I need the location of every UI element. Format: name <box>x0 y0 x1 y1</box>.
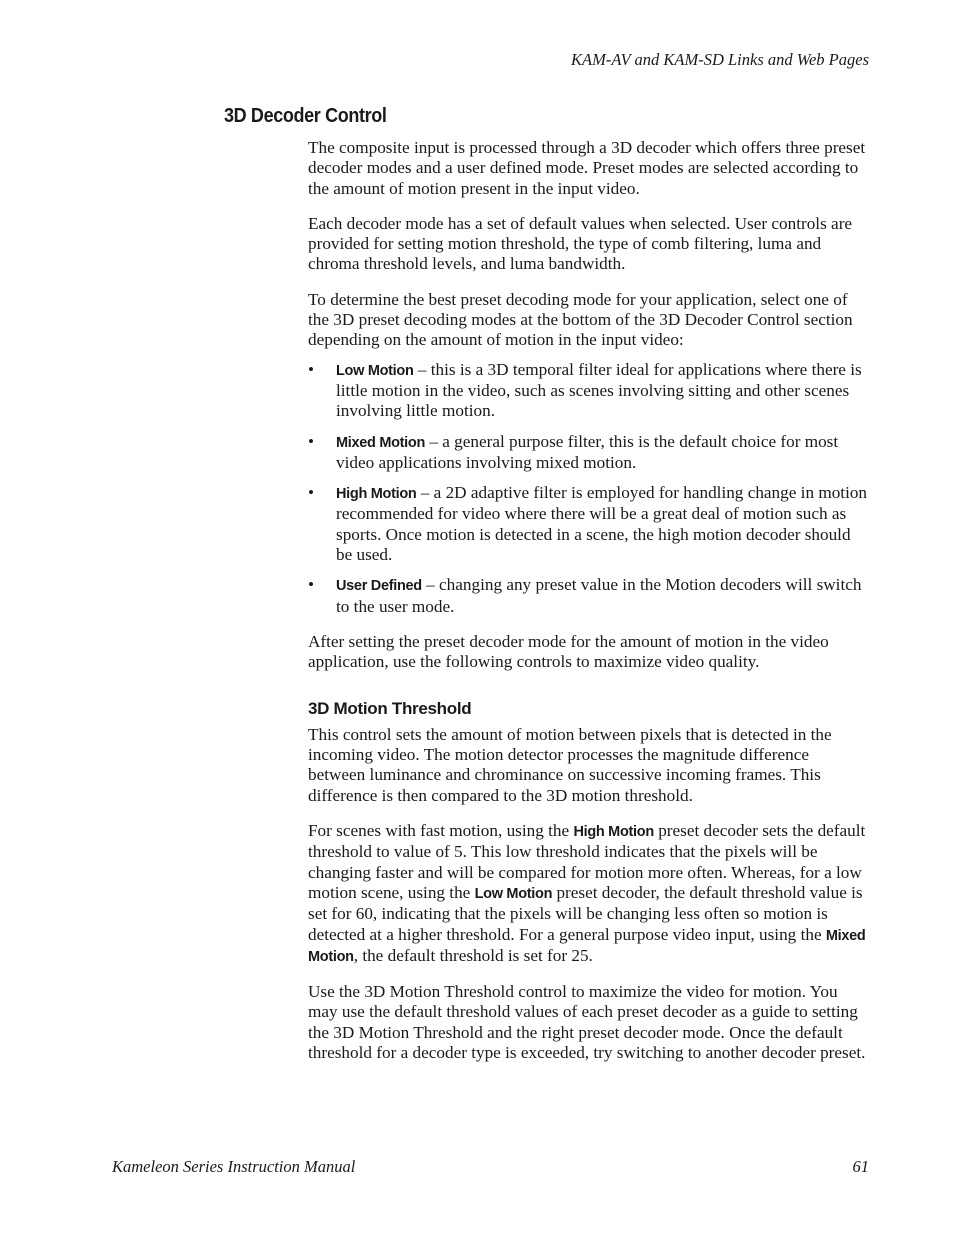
section-title: 3D Decoder Control <box>224 105 387 127</box>
mode-label: User Defined <box>336 578 422 595</box>
mode-label: High Motion <box>336 486 417 503</box>
bullet-icon: • <box>308 483 315 503</box>
selection-paragraph: To determine the best preset decoding mode for your application, select one of the 3D preset decoding modes at the bottom of the 3D Decoder Control section depending on the amount of motion in the input video: <box>308 289 853 350</box>
text-run: For scenes with fast motion, using the <box>308 821 574 841</box>
bullet-icon: • <box>308 575 315 595</box>
high-motion-term: High Motion <box>573 824 654 841</box>
list-item-mixed-motion <box>308 432 870 474</box>
running-header: KAM-AV and KAM-SD Links and Web Pages <box>571 50 869 69</box>
decoder-mode-list <box>308 360 870 617</box>
list-item-high-motion <box>308 483 870 565</box>
list-item-low-motion <box>308 360 870 422</box>
intro-paragraph: The composite input is processed through a 3D decoder which offers three preset decoder modes and a user defined mode. Preset modes are selected according to the amount of motion present in the input video. <box>308 138 866 198</box>
body-column <box>308 138 870 1078</box>
bullet-icon: • <box>308 359 315 379</box>
mode-description: – changing any preset value in the Motion decoders will switch to the user mode. <box>336 575 862 616</box>
text-run: preset decoder sets the default threshold to value of 5. This low threshold indicates that the pixels will be changing faster and will be compared for motion more often. Whereas, for a low motion scene, using the <box>308 821 866 902</box>
list-item-user-defined <box>308 575 870 617</box>
mixed-motion-term: Mixed Motion <box>308 927 866 965</box>
threshold-description-paragraph: This control sets the amount of motion between pixels that is detected in the incoming video. The motion detector processes the magnitude difference between luminance and chrominance on successive incoming frames. This difference is then compared to the 3D motion threshold. <box>308 724 832 805</box>
mode-description: – a general purpose filter, this is the default choice for most video applications involving mixed motion. <box>336 431 839 472</box>
page-number: 61 <box>852 1157 869 1176</box>
mode-label: Mixed Motion <box>336 434 426 451</box>
footer-manual-title: Kameleon Series Instruction Manual <box>112 1157 356 1176</box>
defaults-paragraph: Each decoder mode has a set of default values when selected. User controls are provided for setting motion threshold, the type of comb filtering, luma and chroma threshold levels, and luma bandwidth. <box>308 213 853 274</box>
threshold-usage-paragraph: Use the 3D Motion Threshold control to maximize the video for motion. You may use the default threshold values of each preset decoder as a guide to setting the 3D Motion Threshold and the right preset decoder mode. Once the default threshold for a decoder type is exceeded, try switching to another decoder preset. <box>308 982 866 1062</box>
bullet-icon: • <box>308 431 315 451</box>
low-motion-term: Low Motion <box>474 885 553 902</box>
text-run: preset decoder, the default threshold value is set for 60, indicating that the pixels will be changing less often so motion is detected at a higher threshold. For a general purpose video input, using the <box>308 882 863 944</box>
mode-description: – this is a 3D temporal filter ideal for applications where there is little motion in the video, such as scenes involving sitting and other scenes involving little motion. <box>336 359 862 421</box>
text-run: , the default threshold is set for 25. <box>353 945 593 965</box>
subsection-title: 3D Motion Threshold <box>308 698 472 718</box>
threshold-defaults-paragraph <box>308 821 870 967</box>
closing-paragraph: After setting the preset decoder mode for the amount of motion in the video application, use the following controls to maximize video quality. <box>308 631 829 672</box>
mode-label: Low Motion <box>336 362 414 379</box>
mode-description: – a 2D adaptive filter is employed for handling change in motion recommended for video where there will be a great deal of motion such as sports. Once motion is detected in a scene, the high motion decoder should be used. <box>336 483 868 565</box>
